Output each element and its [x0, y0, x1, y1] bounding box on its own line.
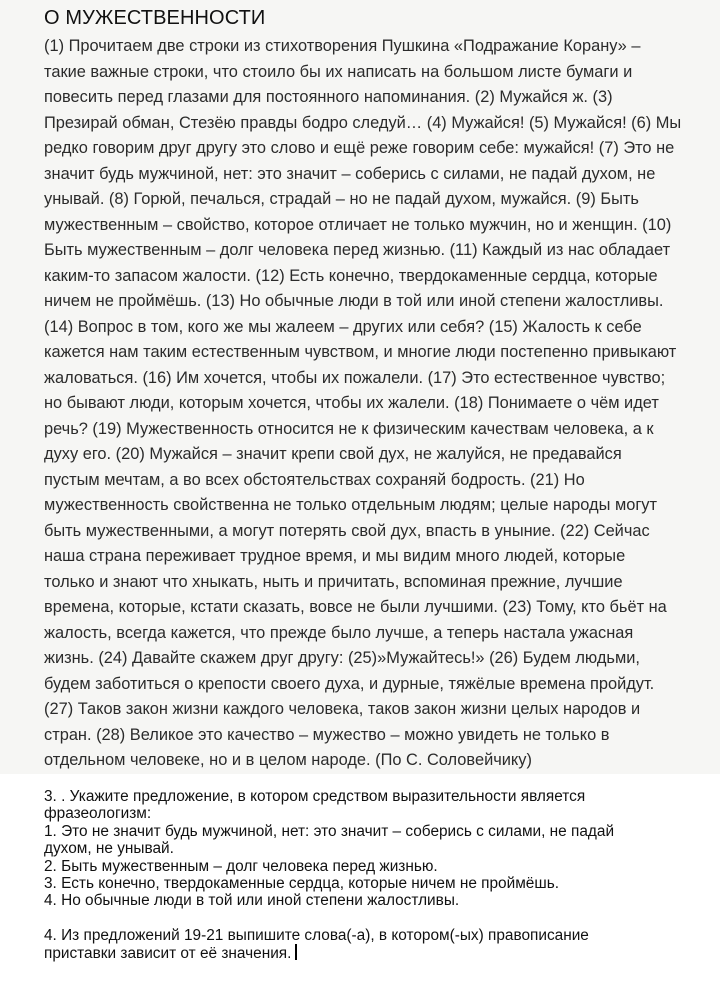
body-line: будем заботиться о крепости своего духа, и дурные, тяжёлые времена пройдут.: [44, 674, 655, 693]
article-body: [44, 34, 720, 774]
body-line: стран. (28) Великое это качество – мужество – можно увидеть не только в: [44, 725, 610, 744]
question-spacer: [44, 910, 704, 927]
body-line: наша страна переживает трудное время, и мы видим много людей, которые: [44, 547, 626, 565]
questions-section: [44, 788, 704, 963]
article-title: О МУЖЕСТВЕННОСТИ: [44, 7, 266, 29]
body-line: повесить перед глазами для постоянного напоминания. (2) Мужайся ж. (3): [44, 88, 613, 106]
body-line: быть мужественными, а могут потерять свой дух, впасть в уныние. (22) Сейчас: [44, 521, 650, 540]
answer-option-4: 4. Но обычные люди в той или иной степени жалостливы.: [44, 892, 460, 910]
body-line: (14) Вопрос в том, кого же мы жалеем – других или себя? (15) Жалость к себе: [44, 317, 642, 336]
body-line: пустым мечтам, а во всех обстоятельствах сохраняй бодрость. (21) Но: [44, 470, 585, 489]
body-line: жаловаться. (16) Им хочется, чтобы их пожалели. (17) Это естественное чувство;: [44, 368, 666, 387]
body-line: редко говорим друг другу это слово и ещё реже говорим себе: мужайся! (7) Это не: [44, 139, 675, 157]
body-line: духу его. (20) Мужайся – значит крепи свой дух, не жалуйся, не предавайся: [44, 445, 622, 463]
body-line: унывай. (8) Горюй, печалься, страдай – но не падай духом, мужайся. (9) Быть: [44, 190, 639, 208]
body-line: каким-то запасом жалости. (12) Есть конечно, твердокаменные сердца, которые: [44, 266, 658, 285]
answer-option-2: 2. Быть мужественным – долг человека перед жизнью.: [44, 857, 438, 875]
question-3-prompt: 3. . Укажите предложение, в котором средством выразительности является: [44, 788, 586, 805]
body-line: отдельном человеке, но и в целом народе. (По С. Соловейчику): [44, 751, 532, 769]
body-line: Быть мужественным – долг человека перед жизнью. (11) Каждый из нас обладает: [44, 241, 671, 259]
body-line: (1) Прочитаем две строки из стихотворения Пушкина «Подражание Корану» –: [44, 37, 641, 55]
body-line: мужественность свойственна не только отдельным людям; целые народы могут: [44, 496, 658, 514]
question-4-prompt-text: приставки зависит от её значения.: [44, 945, 292, 963]
body-line: времена, которые, кстати сказать, вовсе не были лучшими. (23) Тому, кто бьёт на: [44, 598, 667, 616]
body-line: только и знают что хныкать, ныть и причитать, вспоминая прежние, лучшие: [44, 572, 623, 591]
body-line: кажется нам таким естественным чувством, и многие люди постепенно привыкают: [44, 343, 677, 361]
body-line: такие важные строки, что стоило бы их написать на большом листе бумаги и: [44, 62, 633, 81]
body-line: жалость, всегда кажется, что прежде было лучше, а теперь настала ужасная: [44, 623, 634, 642]
question-3: [44, 788, 704, 910]
answer-option-1-cont: духом, не унывай.: [44, 840, 174, 858]
body-line: ничем не проймёшь. (13) Но обычные люди в той или иной степени жалостливы.: [44, 292, 664, 310]
body-line: значит будь мужчиной, нет: это значит – соберись с силами, не падай духом, не: [44, 164, 656, 183]
body-line: жизнь. (24) Давайте скажем друг другу: (25)»Мужайтесь!» (26) Будем людьми,: [44, 649, 640, 667]
body-line: Презирай обман, Стезёю правды бодро следуй… (4) Мужайся! (5) Мужайся! (6) Мы: [44, 113, 682, 132]
question-4-prompt: 4. Из предложений 19-21 выпишите слова(-а), в котором(-ых) правописание: [44, 926, 589, 944]
body-line: (27) Таков закон жизни каждого человека, таков закон жизни целых народов и: [44, 700, 641, 718]
answer-option-3: 3. Есть конечно, твердокаменные сердца, которые ничем не проймёшь.: [44, 875, 559, 893]
answer-option-1: 1. Это не значит будь мужчиной, нет: это значит – соберись с силами, не падай: [44, 822, 615, 840]
question-3-prompt-cont: фразеологизм:: [44, 805, 152, 823]
body-line: мужественным – свойство, которое отличает не только мужчин, но и женщин. (10): [44, 215, 672, 234]
text-cursor[interactable]: [295, 944, 297, 960]
body-line: речь? (19) Мужественность относится не к физическим качествам человека, а к: [44, 419, 654, 438]
question-4-prompt-cont: [44, 944, 704, 962]
body-line: но бывают люди, которым хочется, чтобы их жалели. (18) Понимаете о чём идет: [44, 394, 659, 412]
question-4: [44, 927, 704, 963]
